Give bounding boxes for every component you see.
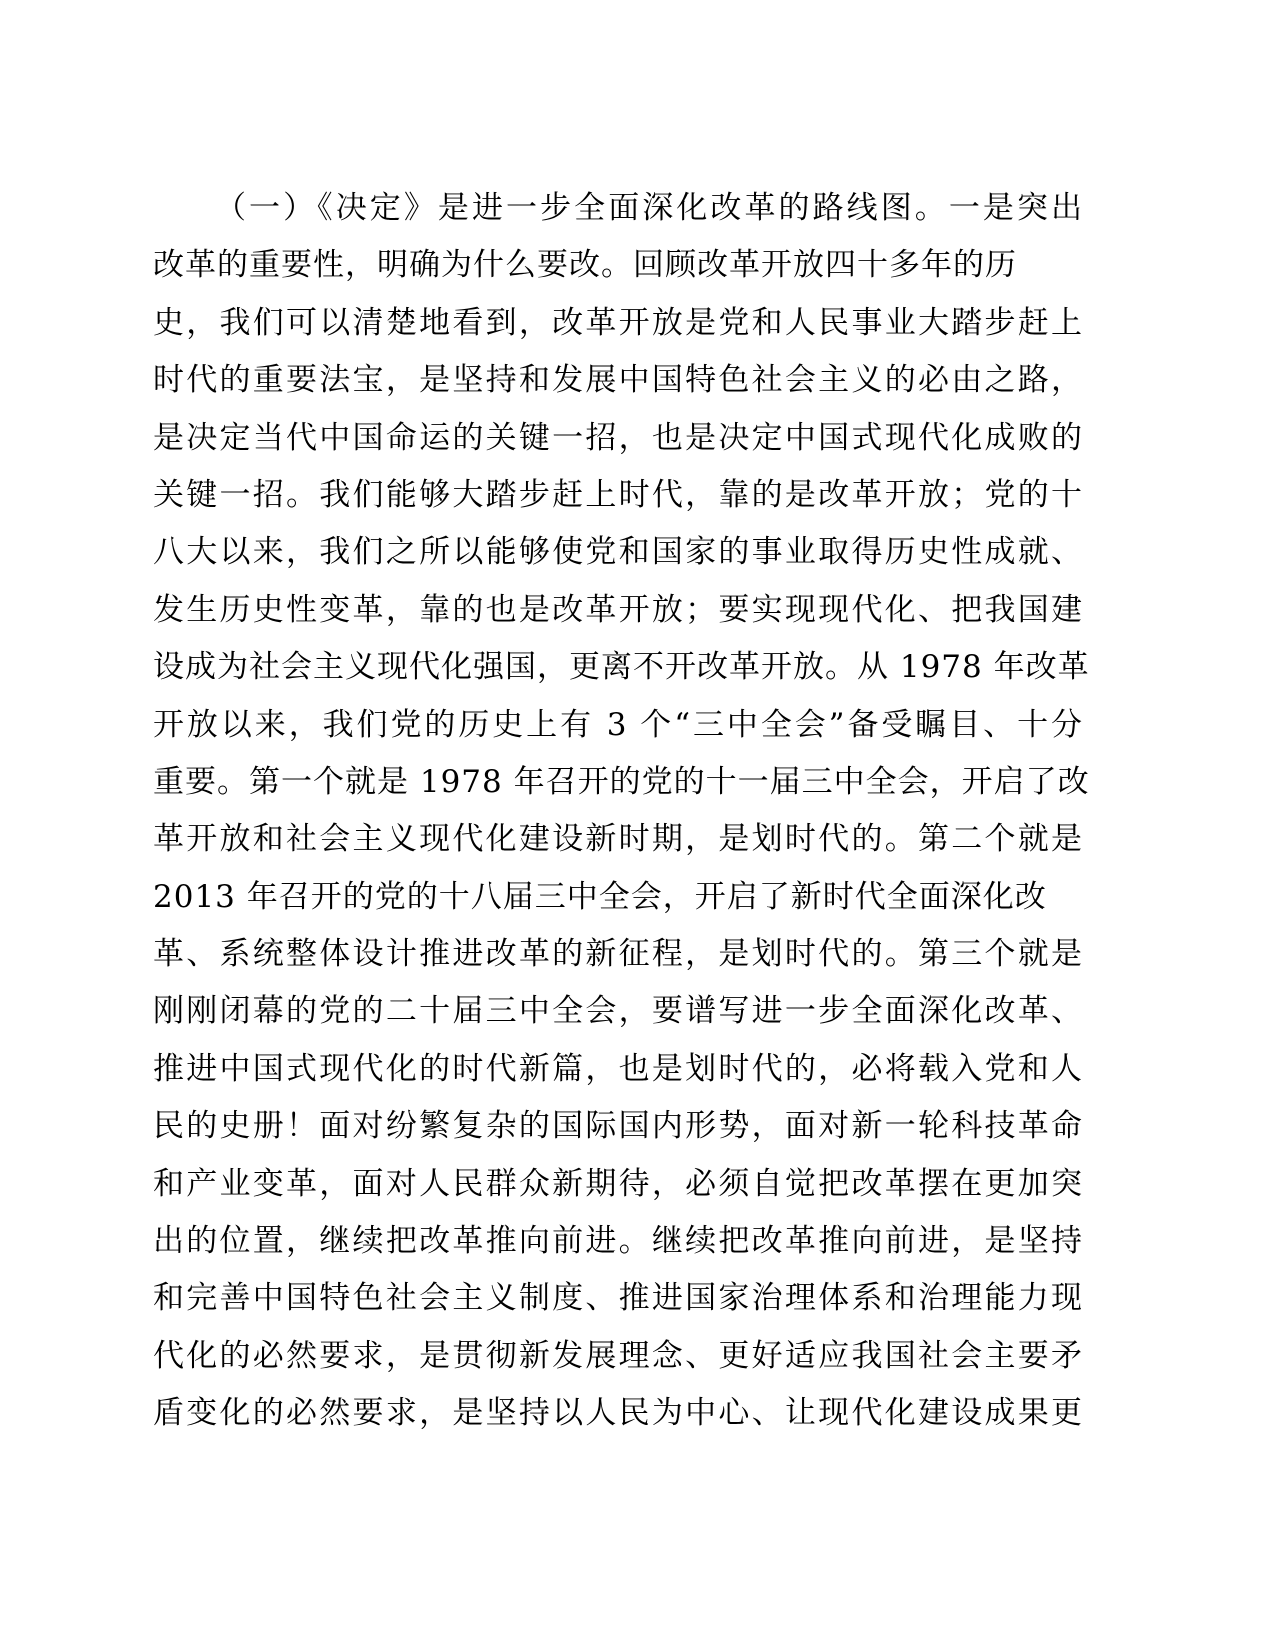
paragraph-line-11: 重要。第一个就是 1978 年召开的党的十一届三中全会，开启了改 [153,763,1090,800]
paragraph-line-19: 出的位置，继续把改革推向前进。继续把改革推向前进，是坚持 [153,1223,1083,1260]
paragraph-line-2: 改革的重要性，明确为什么要改。回顾改革开放四十多年的历 [153,247,1017,284]
paragraph-line-13: 2013 年召开的党的十八届三中全会，开启了新时代全面深化改 [153,878,1047,915]
paragraph-line-17: 民的史册！面对纷繁复杂的国际国内形势，面对新一轮科技革命 [153,1108,1083,1145]
paragraph-line-12: 革开放和社会主义现代化建设新时期，是划时代的。第二个就是 [153,821,1083,858]
paragraph-line-16: 推进中国式现代化的时代新篇，也是划时代的，必将载入党和人 [153,1050,1083,1087]
paragraph-line-21: 代化的必然要求，是贯彻新发展理念、更好适应我国社会主要矛 [153,1337,1083,1374]
paragraph-line-20: 和完善中国特色社会主义制度、推进国家治理体系和治理能力现 [153,1280,1083,1317]
paragraph-line-22: 盾变化的必然要求，是坚持以人民为中心、让现代化建设成果更 [153,1395,1083,1432]
paragraph-line-18: 和产业变革，面对人民群众新期待，必须自觉把改革摆在更加突 [153,1165,1083,1202]
body-paragraph [153,180,1090,1443]
paragraph-line-6: 关键一招。我们能够大踏步赶上时代，靠的是改革开放；党的十 [153,476,1083,513]
paragraph-line-8: 发生历史性变革，靠的也是改革开放；要实现现代化、把我国建 [153,591,1083,628]
paragraph-line-5: 是决定当代中国命运的关键一招，也是决定中国式现代化成败的 [153,419,1083,456]
paragraph-line-4: 时代的重要法宝，是坚持和发展中国特色社会主义的必由之路， [153,362,1083,399]
paragraph-line-1: （一）《决定》是进一步全面深化改革的路线图。一是突出 [215,190,1083,226]
paragraph-line-7: 八大以来，我们之所以能够使党和国家的事业取得历史性成就、 [153,534,1083,571]
paragraph-line-3: 史，我们可以清楚地看到，改革开放是党和人民事业大踏步赶上 [153,304,1083,341]
paragraph-line-14: 革、系统整体设计推进改革的新征程，是划时代的。第三个就是 [153,936,1083,973]
paragraph-line-15: 刚刚闭幕的党的二十届三中全会，要谱写进一步全面深化改革、 [153,993,1083,1030]
paragraph-line-9: 设成为社会主义现代化强国，更离不开改革开放。从 1978 年改革 [153,649,1090,686]
paragraph-line-10: 开放以来，我们党的历史上有 3 个“三中全会”备受瞩目、十分 [153,706,1083,743]
